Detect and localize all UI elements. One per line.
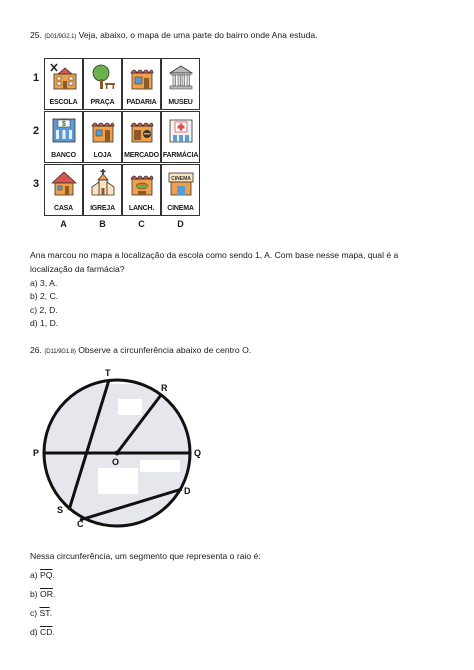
map-cell-praca [83,58,122,110]
q26-question: Nessa circunferência, um segmento que representa o raio é: [30,551,261,561]
cinema-icon [167,169,195,197]
museum-icon [167,63,195,91]
option-prefix: b) [30,589,41,599]
q26-option-d [30,626,55,639]
bank-sign: $ [62,121,66,128]
q25-code: (D01/9G2.1) [44,34,77,40]
q25-prompt: Veja, abaixo, o mapa de uma parte do bairro onde Ana estuda. [78,30,318,40]
map-cell-cinema [161,164,200,216]
q26-prompt: Observe a circunferência abaixo de centro O. [78,345,252,355]
cinema-sign: CINEMA [171,176,191,182]
map-cell-banco [44,111,83,163]
map-cell-label: BANCO [51,152,76,159]
segment-name: $\overline{OR}$ [40,589,53,599]
market-icon [128,116,156,144]
segment-name: $\overline{ST}$ [39,608,50,618]
segment-name: $\overline{CD}$ [40,627,53,637]
map-cell-casa [44,164,83,216]
point-label-t: T [105,368,111,378]
q26-heading [30,344,251,359]
point-label-c: C [77,519,84,529]
bank-icon [50,116,78,144]
map-col-label: C [138,219,145,229]
map-cell-label: CINEMA [167,205,194,212]
map-cell-label: PRAÇA [90,99,115,106]
point-label-p: P [33,448,40,458]
map-col-label: B [99,219,106,229]
map-cell-loja [83,111,122,163]
option-prefix: a) [30,570,41,580]
map-cell-label: MUSEU [168,99,193,106]
option-suffix: . [52,589,56,599]
q25-body-line2: localização da farmácia? [30,264,125,274]
map-row-label: 1 [32,72,40,84]
center-point [115,451,120,456]
point-label-o: O [112,457,120,467]
neighborhood-map [30,52,232,234]
point-label-s: S [57,505,64,515]
option-prefix: d) [30,627,41,637]
circle-figure [28,362,218,532]
shop-icon [89,116,117,144]
map-col-label: A [60,219,67,229]
map-cell-label: PADARIA [126,99,157,106]
house-icon [50,169,78,197]
map-cell-lanchonete [122,164,161,216]
q26-number: 26. [30,345,42,355]
map-row-label: 3 [32,178,40,190]
q25-option-c: c) 2, D. [30,305,58,315]
option-suffix: . [49,608,52,618]
map-cell-label: IGREJA [90,205,115,212]
q25-body-line1: Ana marcou no mapa a localização da escola como sendo 1, A. Com base nesse mapa, qual é a [30,250,399,260]
map-cell-label: MERCADO [124,152,159,159]
q26-option-b [30,588,55,601]
map-cell-farmacia [161,111,200,163]
bakery-icon [128,63,156,91]
map-col-label: D [177,219,184,229]
map-cell-padaria [122,58,161,110]
pharmacy-icon [167,116,195,144]
map-cell-label: FARMÁCIA [162,152,199,159]
option-suffix: . [52,570,55,580]
q26-option-c [30,607,52,620]
q25-option-d: d) 1, D. [30,318,59,328]
q25-option-b: b) 2, C. [30,291,59,301]
map-cell-escola [44,58,83,110]
school-icon [50,63,78,91]
map-cell-label: ESCOLA [49,99,78,106]
snack-bar-icon [128,169,156,197]
map-cell-label: LOJA [93,152,112,159]
point-label-d: D [184,486,191,496]
map-cell-label: CASA [53,205,74,212]
q25-number: 25. [30,30,42,40]
map-cell-label: LANCH. [128,205,155,212]
segment-name: $\overline{PQ}$ [40,570,53,580]
map-cell-mercado [122,111,161,163]
q26-code: (D11/9G1.8) [44,349,76,355]
option-suffix: . [52,627,55,637]
q25-option-a: a) 3, A. [30,278,58,288]
point-label-r: R [161,383,168,393]
map-row-label: 2 [32,125,40,137]
map-cell-igreja [83,164,122,216]
tree-icon [89,63,117,91]
point-label-q: Q [194,448,202,458]
church-icon [89,169,117,197]
q26-option-a [30,569,55,582]
map-cell-museu [161,58,200,110]
option-prefix: c) [30,608,40,618]
q25-heading [30,29,318,44]
